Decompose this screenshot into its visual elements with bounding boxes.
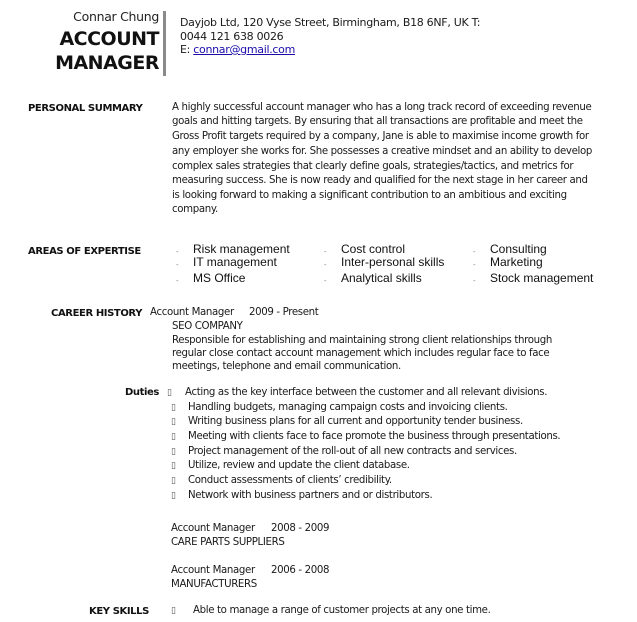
summary-line: is looking forward to making a significant contribution to an ambitious and exciting bbox=[172, 190, 567, 201]
expertise-item: Marketing bbox=[490, 255, 543, 269]
summary-line: complex sales strategies that clearly define goals, strategies/tactics, and metrics for bbox=[172, 161, 574, 172]
duty-item: Utilize, review and update the client database. bbox=[188, 460, 410, 471]
bullet-icon: - bbox=[176, 248, 179, 256]
job-description-line: Responsible for establishing and maintaining strong client relationships through bbox=[172, 335, 552, 346]
bullet-icon: ▯ bbox=[171, 417, 176, 427]
duty-item: Meeting with clients face to face promote the business through presentations. bbox=[188, 431, 561, 442]
job-company: CARE PARTS SUPPLIERS bbox=[171, 537, 285, 548]
duty-item: Handling budgets, managing campaign costs and invoicing clients. bbox=[188, 402, 508, 413]
summary-line: A highly successful account manager who has a long track record of exceeding revenue bbox=[172, 102, 592, 113]
job-company: SEO COMPANY bbox=[172, 321, 243, 332]
contact-address: Dayjob Ltd, 120 Vyse Street, Birmingham, B18 6NF, UK T: bbox=[180, 16, 481, 29]
job-dates: 2008 - 2009 bbox=[271, 523, 330, 534]
summary-line: any employer she works for. She possesses a creative mindset and an ability to develop bbox=[172, 146, 593, 157]
duty-item: Writing business plans for all current and opportunity tender business. bbox=[188, 416, 523, 427]
duty-item: Project management of the roll-out of all new contracts and services. bbox=[188, 446, 517, 457]
section-heading-personal-summary: PERSONAL SUMMARY bbox=[28, 103, 143, 114]
duty-item: Acting as the key interface between the customer and all relevant divisions. bbox=[185, 387, 548, 398]
bullet-icon: ▯ bbox=[171, 403, 176, 413]
job-description-line: regular close contact account management which includes regular face to face bbox=[172, 348, 550, 359]
job-dates: 2006 - 2008 bbox=[271, 565, 330, 576]
expertise-item: Cost control bbox=[341, 242, 406, 256]
bullet-icon: - bbox=[473, 248, 476, 256]
expertise-item: Analytical skills bbox=[341, 271, 422, 285]
job-dates: 2009 - Present bbox=[249, 307, 319, 318]
expertise-item: Stock management bbox=[490, 271, 594, 285]
expertise-item: Risk management bbox=[193, 242, 290, 256]
contact-email-row bbox=[180, 43, 295, 56]
candidate-name: Connar Chung bbox=[73, 9, 159, 24]
email-link[interactable]: connar@gmail.com bbox=[193, 43, 295, 56]
duty-item: Network with business partners and or distributors. bbox=[188, 490, 433, 501]
contact-phone: 0044 121 638 0026 bbox=[180, 30, 284, 43]
job-title-line-1: ACCOUNT bbox=[59, 28, 159, 50]
key-skill-item: Able to manage a range of customer projects at any one time. bbox=[193, 605, 491, 616]
duty-item: Conduct assessments of clients’ credibility. bbox=[188, 475, 392, 486]
job-role: Account Manager bbox=[150, 307, 234, 318]
bullet-icon: - bbox=[176, 261, 179, 269]
job-description-line: meetings, telephone and email communication. bbox=[172, 361, 401, 372]
bullet-icon: ▯ bbox=[171, 476, 176, 486]
bullet-icon: ▯ bbox=[171, 461, 176, 471]
expertise-item: MS Office bbox=[193, 271, 246, 285]
job-company: MANUFACTURERS bbox=[171, 579, 257, 590]
summary-line: goals and hitting targets. By ensuring that all transactions are profitable and meet the bbox=[172, 116, 583, 127]
bullet-icon: ▯ bbox=[167, 388, 172, 398]
section-heading-areas-of-expertise: AREAS OF EXPERTISE bbox=[28, 246, 141, 257]
section-heading-career-history: CAREER HISTORY bbox=[51, 308, 143, 319]
expertise-item: Inter-personal skills bbox=[341, 255, 445, 269]
summary-line: measuring success. She is now ready and qualified for the next stage in her career and bbox=[172, 175, 588, 186]
bullet-icon: ▯ bbox=[171, 606, 176, 616]
bullet-icon: - bbox=[324, 277, 327, 285]
expertise-item: IT management bbox=[193, 255, 277, 269]
bullet-icon: - bbox=[324, 261, 327, 269]
job-title-line-2: MANAGER bbox=[55, 52, 159, 74]
expertise-item: Consulting bbox=[490, 242, 547, 256]
duties-label: Duties bbox=[125, 387, 159, 398]
bullet-icon: - bbox=[176, 277, 179, 285]
bullet-icon: ▯ bbox=[171, 432, 176, 442]
bullet-icon: - bbox=[324, 248, 327, 256]
summary-line: Gross Profit targets required by a company, Jane is able to maximise income growth for bbox=[172, 131, 589, 142]
bullet-icon: - bbox=[473, 261, 476, 269]
bullet-icon: ▯ bbox=[171, 447, 176, 457]
job-role: Account Manager bbox=[171, 523, 255, 534]
bullet-icon: - bbox=[473, 277, 476, 285]
summary-line: company. bbox=[172, 204, 218, 215]
bullet-icon: ▯ bbox=[171, 491, 176, 501]
email-label: E: bbox=[180, 43, 194, 56]
job-role: Account Manager bbox=[171, 565, 255, 576]
header-divider bbox=[163, 11, 166, 76]
section-heading-key-skills: KEY SKILLS bbox=[89, 606, 149, 617]
